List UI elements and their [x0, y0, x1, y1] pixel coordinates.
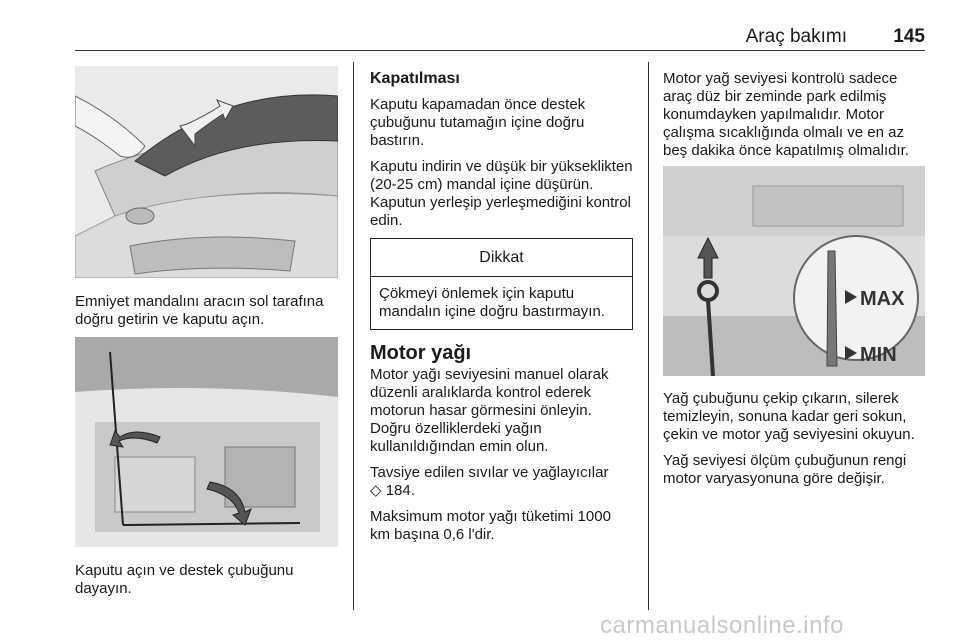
oil-check-paragraph-3: Yağ seviyesi ölçüm çubuğunun rengi motor varyasyonuna göre değişir. — [663, 452, 907, 487]
column-3-lower-text — [663, 390, 931, 496]
page-header — [75, 22, 925, 48]
page-title: Araç bakımı — [745, 26, 847, 47]
oil-check-paragraph-1: Motor yağ seviyesi kontrolü sadece araç düz bir zeminde park edilmiş konumdayken yapılmalıdır. Motor çalışma sıcaklığında olmalı ve en az beş dakika önce kapatılmış olmalıdır. — [663, 70, 909, 159]
column-3-text — [663, 70, 928, 168]
engine-oil-paragraph-1: Motor yağı seviyesini manuel olarak düzenli aralıklarda kontrol ederek motorun hasar görmesini önleyin. Doğru özelliklerdeki yağın kullanıldığından emin olun. — [370, 366, 609, 455]
page-reference-icon: ◇ — [370, 482, 382, 499]
engine-oil-paragraph-3: Maksimum motor yağı tüketimi 1000 km başına 0,6 l'dir. — [370, 508, 611, 543]
column-divider-2 — [648, 62, 649, 610]
column-1-text — [75, 293, 343, 337]
oil-check-paragraph-2: Yağ çubuğunu çekip çıkarın, silerek temizleyin, sonuna kadar geri sokun, çekin ve motor yağ seviyesini okuyun. — [663, 390, 915, 443]
closing-paragraph-1: Kaputu kapamadan önce destek çubuğunu tutamağın içine doğru bastırın. — [370, 96, 586, 149]
page-reference-link[interactable]: 184. — [385, 482, 415, 499]
warning-title: Dikkat — [371, 239, 632, 277]
engine-oil-paragraph-2 — [370, 464, 633, 500]
caption-hood-latch: Emniyet mandalını aracın sol tarafına doğru getirin ve kaputu açın. — [75, 293, 324, 328]
column-divider-1 — [353, 62, 354, 610]
page-number: 145 — [893, 26, 925, 47]
hood-latch-illustration — [75, 66, 338, 278]
engine-oil-heading: Motor yağı — [370, 342, 472, 364]
warning-text: Çökmeyi önlemek için kaputu mandalın içine doğru bastırmayın. — [379, 285, 605, 320]
closing-paragraph-2: Kaputu indirin ve düşük bir yükseklikten (20-25 cm) mandal içine düşürün. Kaputun yerleşip yerleşmediğini kontrol edin. — [370, 158, 633, 229]
hood-support-illustration — [75, 337, 338, 547]
column-1-lower-text — [75, 562, 343, 606]
caption-hood-support: Kaputu açın ve destek çubuğunu dayayın. — [75, 562, 294, 597]
dipstick-max-label: MAX — [860, 288, 905, 310]
warning-box — [370, 238, 633, 330]
column-2-text — [370, 70, 633, 552]
watermark: carmanualsonline.info — [600, 612, 844, 639]
dipstick-min-label: MIN — [860, 344, 897, 366]
header-rule — [75, 50, 925, 51]
closing-heading: Kapatılması — [370, 70, 460, 87]
dipstick-illustration — [663, 166, 925, 376]
recommended-fluids-text: Tavsiye edilen sıvılar ve yağlayıcılar — [370, 464, 609, 481]
